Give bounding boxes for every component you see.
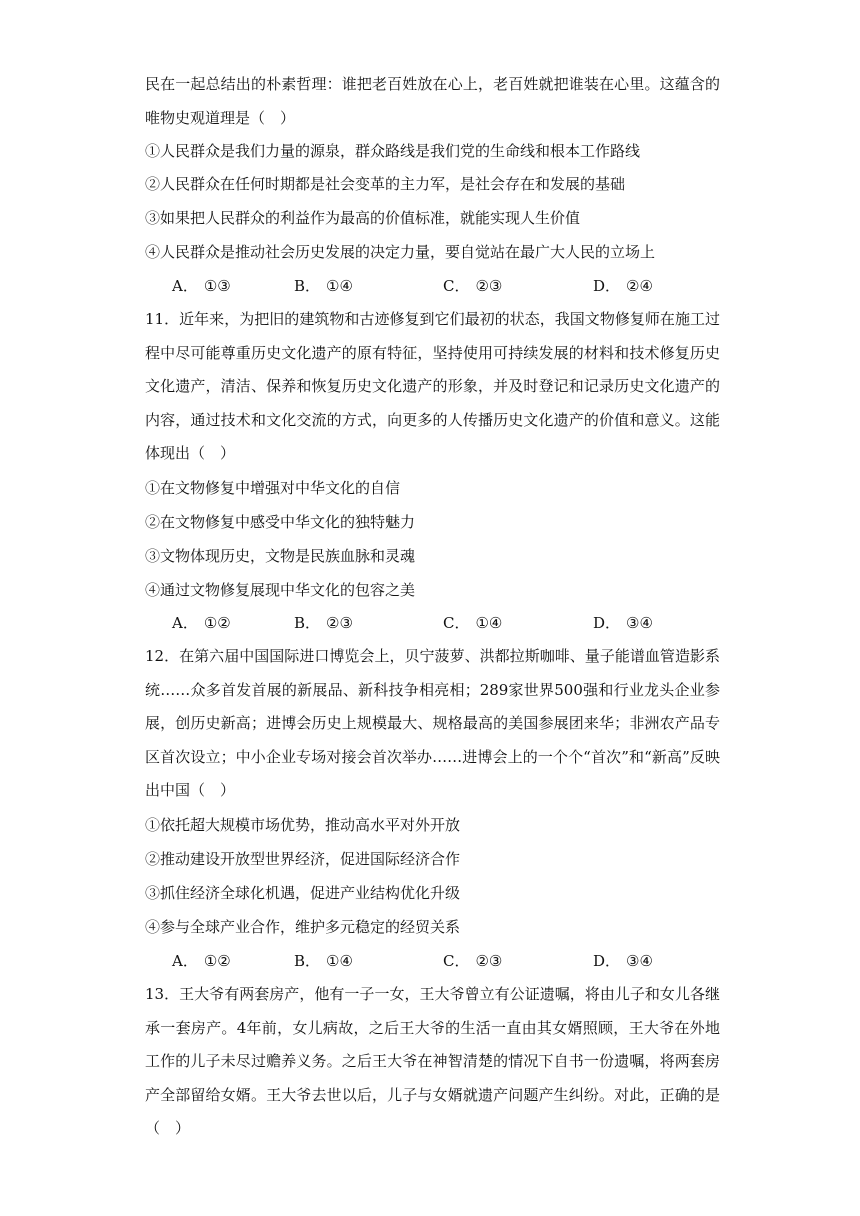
q10-option-b[interactable]: B． ①④ [294, 277, 353, 295]
q11-option-d[interactable]: D． ③④ [593, 614, 653, 632]
q11-stem: 11．近年来，为把旧的建筑物和古迹修复到它们最初的状态，我国文物修复师在施工过程中尽可能尊重历史文化遗产的原有特征，坚持使用可持续发展的材料和技术修复历史文化遗产，清洁、保养和恢复历史文化遗产的形象，并及时登记和记录历史文化遗产的内容，通过技术和文化交流的方式，向更多的人传播历史文化遗产的价值和意义。这能体现出（ ） [145, 310, 720, 463]
q12-statement-1: ①依托超大规模市场优势，推动高水平对外开放 [145, 816, 461, 834]
q11-statement-3: ③文物体现历史，文物是民族血脉和灵魂 [145, 547, 416, 565]
q12-option-d[interactable]: D． ③④ [593, 952, 653, 970]
q10-option-d[interactable]: D． ②④ [593, 277, 653, 295]
q11-statement-1: ①在文物修复中增强对中华文化的自信 [145, 479, 401, 497]
q10-statement-2: ②人民群众在任何时期都是社会变革的主力军，是社会存在和发展的基础 [145, 175, 626, 193]
q12-stem: 12．在第六届中国国际进口博览会上，贝宁菠萝、洪都拉斯咖啡、量子能谱血管造影系统……众多首发首展的新展品、新科技争相亮相；289家世界500强和行业龙头企业参展，创历史新高；进博会历史上规模最大、规格最高的美国参展团来华；非洲农产品专区首次设立；中小企业专场对接会首次举办……进博会上的一个个“首次”和“新高”反映出中国（ ） [145, 647, 720, 800]
q11-option-c[interactable]: C． ①④ [443, 614, 503, 632]
q10-statement-3: ③如果把人民群众的利益作为最高的价值标准，就能实现人生价值 [145, 209, 581, 227]
q10-statement-4: ④人民群众是推动社会历史发展的决定力量，要自觉站在最广大人民的立场上 [145, 243, 656, 261]
q11-statement-4: ④通过文物修复展现中华文化的包容之美 [145, 581, 416, 599]
q12-statement-3: ③抓住经济全球化机遇，促进产业结构优化升级 [145, 884, 461, 902]
q10-statement-1: ①人民群众是我们力量的源泉，群众路线是我们党的生命线和根本工作路线 [145, 142, 641, 160]
q12-option-b[interactable]: B． ①④ [294, 952, 353, 970]
q11-options [172, 606, 732, 640]
q12-option-a[interactable]: A． ①② [172, 952, 231, 970]
q11-statement-2: ②在文物修复中感受中华文化的独特魅力 [145, 513, 416, 531]
q10-option-a[interactable]: A． ①③ [172, 277, 231, 295]
q11-option-b[interactable]: B． ②③ [294, 614, 353, 632]
q10-option-c[interactable]: C． ②③ [443, 277, 503, 295]
q12-options [172, 944, 732, 978]
q11-option-a[interactable]: A． ①② [172, 614, 231, 632]
q12-statement-2: ②推动建设开放型世界经济，促进国际经济合作 [145, 850, 461, 868]
q12-statement-4: ④参与全球产业合作，维护多元稳定的经贸关系 [145, 918, 461, 936]
q13-stem: 13．王大爷有两套房产，他有一子一女，王大爷曾立有公证遗嘱，将由儿子和女儿各继承一套房产。4年前，女儿病故，之后王大爷的生活一直由其女婿照顾，王大爷在外地工作的儿子未尽过赡养义务。之后王大爷在神智清楚的情况下自书一份遗嘱，将两套房产全部留给女婿。王大爷去世以后，儿子与女婿就遗产问题产生纠纷。对此，正确的是（ ） [145, 985, 720, 1138]
q10-options [172, 269, 732, 303]
q12-option-c[interactable]: C． ②③ [443, 952, 503, 970]
q10-stem: 民在一起总结出的朴素哲理：谁把老百姓放在心上，老百姓就把谁装在心里。这蕴含的唯物史观道理是（ ） [145, 75, 720, 127]
